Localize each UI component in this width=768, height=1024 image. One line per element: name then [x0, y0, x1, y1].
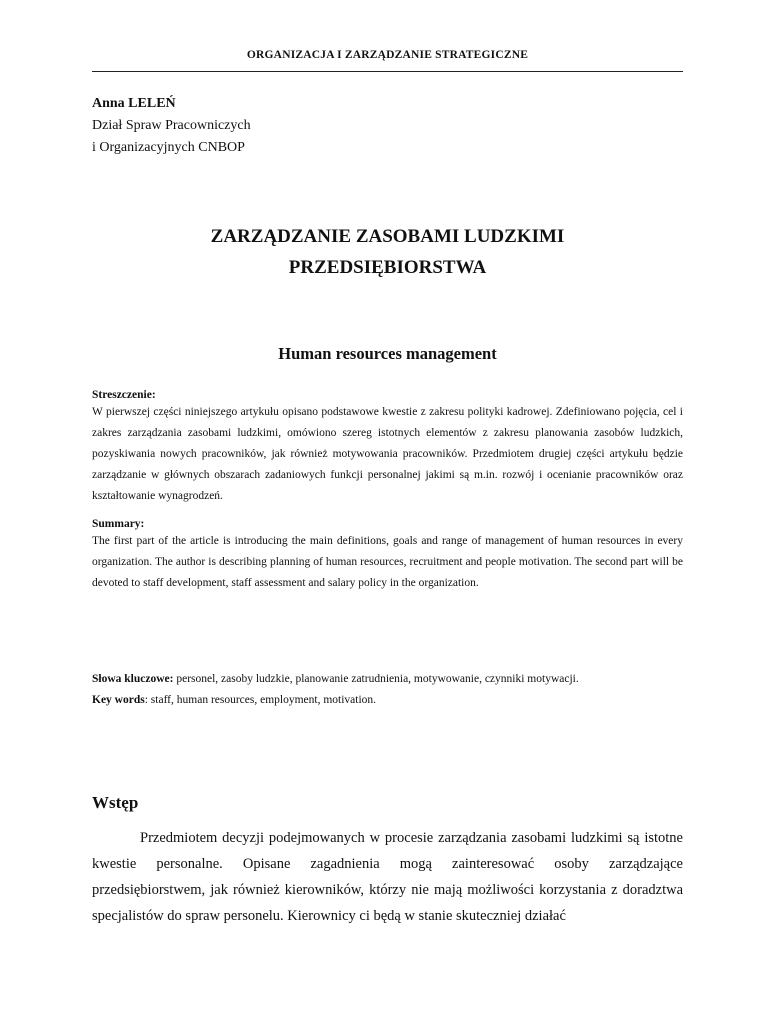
- author-affiliation-line1: Dział Spraw Pracowniczych: [92, 118, 251, 133]
- keywords-english: [92, 690, 683, 711]
- abstract-english: [92, 517, 683, 594]
- abstract-english-label: Summary:: [92, 518, 145, 530]
- article-title-line1: ZARZĄDZANIE ZASOBAMI LUDZKIMI: [210, 226, 565, 247]
- abstract-english-text: The first part of the article is introducing the main definitions, goals and range of management of human resources in every organization. The author is describing planning of human resources, recruitment and people motivation. The second part will be devoted to staff development, staff assessment and salary policy in the organization.: [92, 535, 683, 589]
- keywords-polish-label: Słowa kluczowe:: [92, 673, 174, 685]
- section-heading: Wstęp: [92, 793, 139, 812]
- author-block: [92, 93, 251, 159]
- article-title-line2: PRZEDSIĘBIORSTWA: [288, 257, 487, 278]
- keywords-polish-text: personel, zasoby ludzkie, planowanie zatrudnienia, motywowanie, czynniki motywacji.: [173, 673, 579, 685]
- article-subtitle: Human resources management: [278, 344, 497, 363]
- keywords-english-label: Key words: [92, 694, 145, 706]
- author-affiliation-line2: i Organizacyjnych CNBOP: [92, 140, 245, 155]
- keywords-english-text: : staff, human resources, employment, motivation.: [144, 694, 377, 706]
- keywords-polish: [92, 669, 683, 690]
- running-header: ORGANIZACJA I ZARZĄDZANIE STRATEGICZNE: [246, 49, 529, 61]
- article-title: [92, 221, 683, 283]
- abstract-polish-text: W pierwszej części niniejszego artykułu opisano podstawowe kwestie z zakresu polityki kadrowej. Zdefiniowano pojęcia, cel i zakres zarządzania zasobami ludzkimi, omówiono szereg istotnych elementów z zakresu planowania zasobów ludzkich, pozyskiwania nowych pracowników, jak również motywowania pracowników. Przedmiotem drugiej części artykułu będzie zarządzanie w głównych obszarach zadaniowych funkcji personalnej jakimi są m.in. rozwój i ocenianie pracowników oraz kształtowanie wynagrodzeń.: [92, 406, 683, 502]
- body-paragraph: Przedmiotem decyzji podejmowanych w procesie zarządzania zasobami ludzkimi są istotne kwestie personalne. Opisane zagadnienia mogą zainteresować osoby zarządzające przedsiębiorstwem, jak również kierowników, którzy nie mają możliwości korzystania z doradztwa specjalistów do spraw personelu. Kierownicy ci będą w stanie skuteczniej działać: [92, 830, 683, 924]
- abstract-polish-label: Streszczenie:: [92, 389, 156, 401]
- abstract-polish: [92, 388, 683, 507]
- author-name: Anna LELEŃ: [92, 96, 176, 111]
- header-divider: [92, 71, 683, 72]
